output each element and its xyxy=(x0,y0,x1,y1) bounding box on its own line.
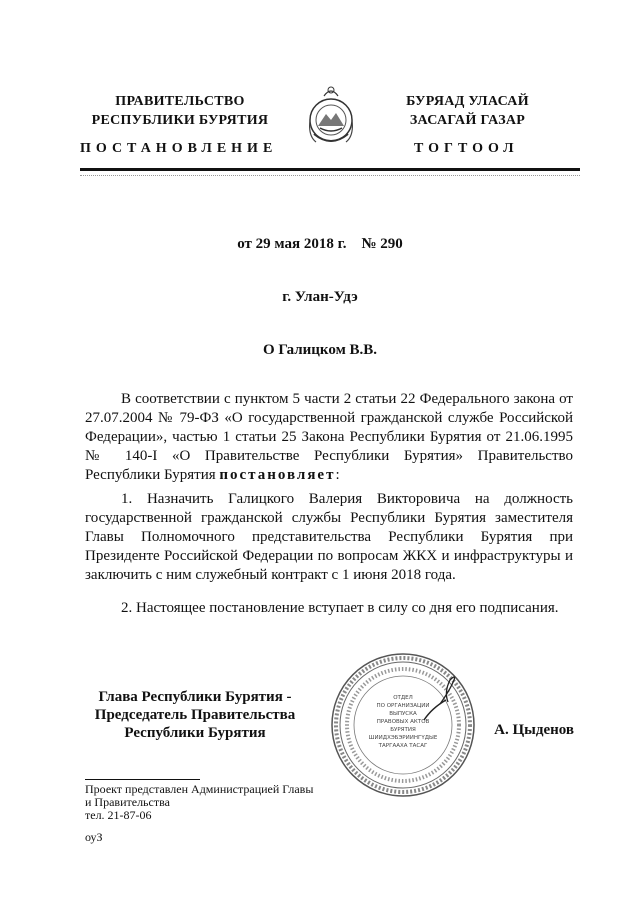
signatory-position xyxy=(80,688,310,742)
decree-label-bua: ТОГТООЛ xyxy=(414,141,519,156)
intro-text: В соответствии с пунктом 5 части 2 статьи 22 Федерального закона от 27.07.2004 № 79-ФЗ «О государственной гражданской службе Российской Федерации», частью 1 статьи 25 Закона Республики Бурятия от 21.06.1995 № 140-I «О Правительстве Республики Бурятия» Правительство Республики Бурятия xyxy=(85,391,573,483)
document-title: О Галицком В.В. xyxy=(262,342,378,358)
footer-code: оуЗ xyxy=(85,830,103,844)
header-left-line1: ПРАВИТЕЛЬСТВО xyxy=(115,94,245,109)
decree-label-ru: ПОСТАНОВЛЕНИЕ xyxy=(80,141,278,156)
stamp-line1: ОТДЕЛ xyxy=(393,695,413,701)
header-right xyxy=(370,92,565,130)
signatory-position-line1: Глава Республики Бурятия - xyxy=(98,689,292,705)
item-2: 2. Настоящее постановление вступает в силу со дня его подписания. xyxy=(121,600,559,616)
stamp-line7: ТАРГААХА ТАСАГ xyxy=(378,743,428,749)
header-right-line2: ЗАСАГАЙ ГАЗАР xyxy=(409,113,526,128)
stamp-line5: БУРЯТИЯ xyxy=(390,727,416,733)
signatory-position-line2: Председатель Правительства xyxy=(94,707,296,723)
city: г. Улан-Удэ xyxy=(282,289,358,305)
header-right-line1: БУРЯАД УЛАСАЙ xyxy=(406,94,529,109)
footer-line3: тел. 21-87-06 xyxy=(85,808,152,822)
stamp-line6: ШИИДХЭБЭРИИНГҮДЫЕ xyxy=(368,735,438,741)
footer-line2: и Правительства xyxy=(85,795,170,809)
footer-divider xyxy=(85,779,200,780)
intro-end: : xyxy=(335,467,340,483)
footer-line1: Проект представлен Администрацией Главы xyxy=(85,782,314,796)
item-1: 1. Назначить Галицкого Валерия Викторовича на должность государственной гражданской службы Республики Бурятия заместителя Главы Полномочного представительства Республики Бурятия при Президенте Российской Федерации по вопросам ЖКХ и инфраструктуры и заключить с ним служебный контракт с 1 июня 2018 года. xyxy=(85,491,573,583)
header-left xyxy=(60,92,300,130)
signatory-position-line3: Республики Бурятия xyxy=(124,725,266,741)
header-left-line2: РЕСПУБЛИКИ БУРЯТИЯ xyxy=(91,113,269,128)
stamp-line3: ВЫПУСКА xyxy=(389,711,417,717)
intro-action: постановляет xyxy=(219,467,336,483)
header-dotted-divider xyxy=(80,175,580,176)
intro-paragraph xyxy=(85,390,573,485)
stamp-line4: ПРАВОВЫХ АКТОВ xyxy=(376,719,430,725)
footer-note xyxy=(85,783,313,822)
stamp-line2: ПО ОРГАНИЗАЦИИ xyxy=(376,703,430,709)
official-stamp xyxy=(328,650,478,800)
coat-of-arms-icon xyxy=(302,80,360,152)
header-divider xyxy=(80,168,580,171)
date-number: от 29 мая 2018 г. № 290 xyxy=(237,236,403,252)
signatory-name: А. Цыденов xyxy=(494,722,574,738)
